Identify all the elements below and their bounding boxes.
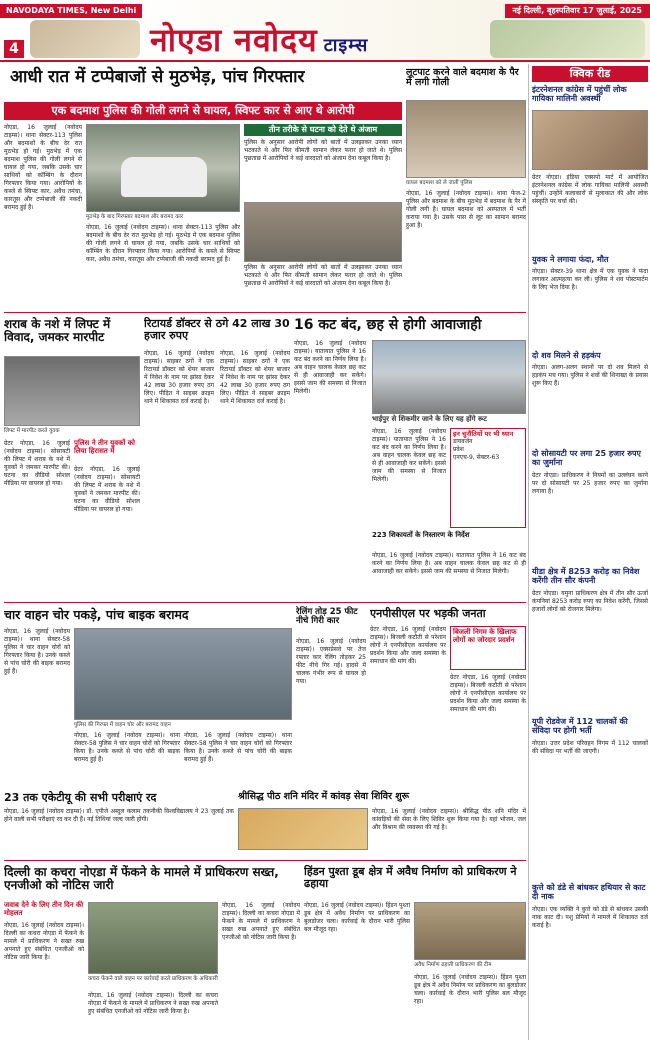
lift-headline: शराब के नशे में लिफ्ट में विवाद, जमकर मारपीट: [4, 317, 111, 345]
lift-caption: लिफ्ट में मारपीट करते युवक: [4, 428, 60, 434]
lead-headline: आधी रात में टप्पेबाजों से मुठभेड़, पांच गिरफ्तार: [10, 67, 305, 87]
lead-story: [4, 64, 402, 310]
quick-read-item7-headline: कुत्ते को डंडे से बांधकर हथियार से काट दी नाक: [532, 883, 646, 901]
cuts-footer: 223 शिकायतों के निस्तारण के निर्देश: [372, 531, 470, 539]
bikes-story: [4, 606, 292, 786]
quick-read-item2-headline: युवक ने लगाया फंदा, मौत: [532, 255, 609, 264]
masthead-title: [150, 18, 368, 61]
garbage-caption: कचरा फेंकने वाले वाहन पर कार्रवाई करते प्राधिकरण के अधिकारी: [88, 976, 218, 982]
cuts-body: नोएडा, 16 जुलाई (नवोदय टाइम्स)। यातायात पुलिस ने 16 कट बंद करने का निर्णय लिया है। अब वाहन चालक केवल छह कट से ही आवाजाही कर सकेंगे। इससे जाम की समस्या से निजात मिलेगी।: [294, 340, 366, 395]
cuts-caption: भाईपुर से शिकमीर जाने के लिए यह होंगे रूट: [372, 415, 487, 423]
lift-subhead: पुलिस ने तीन युवकों को लिया हिरासत में: [74, 439, 135, 455]
hindon-story: [304, 864, 526, 1040]
bikes-photo: [74, 628, 292, 720]
cuts-box-line3: एनएच-9, सेक्टर-63: [453, 454, 500, 462]
railing-headline: रेलिंग तोड़ 25 फीट नीचे गिरी कार: [296, 607, 358, 627]
divider-2: [4, 602, 526, 603]
npcl-body: ग्रेटर नोएडा, 16 जुलाई (नवोदय टाइम्स)। बिजली कटौती से परेशान लोगों ने एनपीसीएल कार्यालय पर प्रदर्शन किया और जल्द समस्या के समाधान की मांग की।: [370, 626, 446, 665]
doctor-story: [144, 316, 290, 600]
hindon-headline: हिंडन पुश्ता डूब क्षेत्र में अवैध निर्माण को प्राधिकरण ने ढहाया: [304, 865, 517, 891]
quick-read-item3-headline: दो शव मिलने से हड़कंप: [532, 351, 601, 360]
cuts-box-title: इन चुनौतियों पर भी ध्यान: [453, 430, 514, 438]
garbage-story: [4, 864, 300, 1040]
quick-read-title: क्विक रीड: [532, 66, 648, 82]
bikes-body-2: नोएडा, 16 जुलाई (नवोदय टाइम्स)। थाना सेक्टर-58 पुलिस ने चार वाहन चोरों को गिरफ्तार किया है। उनके कब्जे से पांच चोरी की बाइक बरामद हुई हैं।: [74, 732, 180, 763]
npcl-story: [370, 606, 526, 786]
aktu-body: नोएडा, 16 जुलाई (नवोदय टाइम्स)। डॉ. एपीजे अब्दुल कलाम तकनीकी विश्वविद्यालय ने 23 जुलाई तक होने वाली सभी परीक्षाएं रद कर दी हैं। नई तिथियां जल्द जारी होंगी।: [4, 808, 234, 823]
npcl-box-text: बिजली निगम के खिलाफ लोगों का जोरदार प्रदर्शन: [453, 628, 517, 644]
lead-body-col1: नोएडा, 16 जुलाई (नवोदय टाइम्स)। थाना सेक्टर-113 पुलिस और बदमाशों के बीच देर रात मुठभेड़ हो गई। मुठभेड़ में एक बदमाश पुलिस की गोली लगने से घायल हो गया, जबकि उसके चार साथियों को कॉम्बिंग के दौरान गिरफ्तार किया गया। आरोपियों के कब्जे से स्विफ्ट कार, अवैध तमंचा, कारतूस और टप्पेबाजी की नकदी बरामद हुई है।: [4, 124, 82, 211]
quick-read-item5-headline: यीडा क्षेत्र में 8253 करोड़ का निवेश करेंगी तीन सौर कंपनी: [532, 567, 640, 585]
cuts-body-3: नोएडा, 16 जुलाई (नवोदय टाइम्स)। यातायात पुलिस ने 16 कट बंद करने का निर्णय लिया है। अब वाहन चालक केवल छह कट से ही आवाजाही कर सकेंगे। इससे जाम की समस्या से निजात मिलेगी।: [372, 552, 526, 575]
hindon-body: नोएडा, 16 जुलाई (नवोदय टाइम्स)। हिंडन पुश्ता डूब क्षेत्र में अवैध निर्माण पर प्राधिकरण का बुलडोजर चला। कार्रवाई के दौरान भारी पुलिस बल मौजूद रहा।: [304, 902, 410, 933]
loot-story: [406, 64, 526, 310]
garbage-body-3: नोएडा, 16 जुलाई (नवोदय टाइम्स)। दिल्ली का कचरा नोएडा में फेंकने के मामले में प्राधिकरण ने सख्त रुख अपनाते हुए संबंधित एनजीओ को नोटिस जारी किया है।: [222, 902, 300, 941]
lead-body-col3: नोएडा, 16 जुलाई (नवोदय टाइम्स)। थाना सेक्टर-113 पुलिस और बदमाशों के बीच देर रात मुठभेड़ हो गई। मुठभेड़ में एक बदमाश पुलिस की गोली लगने से घायल हो गया, जबकि उसके चार साथियों को कॉम्बिंग के दौरान गिरफ्तार किया गया। आरोपियों के कब्जे से स्विफ्ट कार, अवैध तमंचा, कारतूस और टप्पेबाजी की नकदी बरामद हुई है।: [86, 224, 240, 263]
quick-read-item1-headline: इंटरनेशनल कांग्रेस में पहुंचीं लोक गायिका मालिनी अवस्थी: [532, 85, 627, 103]
bikes-body: नोएडा, 16 जुलाई (नवोदय टाइम्स)। थाना सेक्टर-58 पुलिस ने चार वाहन चोरों को गिरफ्तार किया है। उनके कब्जे से पांच चोरी की बाइक बरामद हुई हैं।: [4, 628, 70, 675]
quick-read-item1-body: ग्रेटर नोएडा। इंडिया एक्सपो मार्ट में आयोजित इंटरनेशनल कांग्रेस में लोक गायिका मालिनी अवस्थी पहुंचीं। उन्होंने कलाकारों से मुलाकात की और लोक संस्कृति पर चर्चा की।: [532, 174, 648, 205]
cuts-box-line1: डायवर्जन: [453, 438, 473, 446]
cuts-photo: [372, 340, 526, 414]
lead-strip: तीन तरीके से घटना को देते थे अंजाम: [244, 124, 402, 136]
quick-read-sidebar: [528, 64, 648, 1040]
cuts-story: [294, 316, 526, 600]
loot-caption: घायल बदमाश को ले जाती पुलिस: [406, 180, 473, 186]
loot-headline: लूटपाट करने वाले बदमाश के पैर में लगी गोली: [406, 67, 519, 89]
hindon-body-2: नोएडा, 16 जुलाई (नवोदय टाइम्स)। हिंडन पुश्ता डूब क्षेत्र में अवैध निर्माण पर प्राधिकरण का बुलडोजर चला। कार्रवाई के दौरान भारी पुलिस बल मौजूद रहा।: [414, 974, 526, 1005]
loot-photo: [406, 100, 526, 178]
garbage-headline: दिल्ली का कचरा नोएडा में फेंकने के मामले में प्राधिकरण सख्त, एनजीओ को नोटिस जारी: [4, 865, 279, 893]
page-number: 4: [4, 40, 24, 58]
kanwar-body: नोएडा, 16 जुलाई (नवोदय टाइम्स)। श्रीसिद्ध पीठ शनि मंदिर में कांवड़ियों की सेवा के लिए शिविर शुरू किया गया है। यहां भोजन, जल और विश्राम की व्यवस्था की गई है।: [372, 808, 526, 831]
quick-read-item4-headline: दो सोसायटी पर लगा 25 हजार रुपए का जुर्माना: [532, 449, 641, 467]
lead-subhead: एक बदमाश पुलिस की गोली लगने से घायल, स्विफ्ट कार से आए थे आरोपी: [4, 102, 402, 120]
divider-3: [4, 860, 526, 861]
quick-read-item3-body: नोएडा। अलग-अलग स्थानों पर दो शव मिलने से हड़कंप मच गया। पुलिस ने शवों की शिनाख्त के प्रयास शुरू किए हैं।: [532, 364, 648, 387]
garbage-sub: जवाब देने के लिए तीन दिन की मोहलत: [4, 901, 84, 917]
npcl-headline: एनपीसीएल पर भड़की जनता: [370, 607, 486, 620]
quick-read-item1-photo: [532, 110, 648, 170]
aktu-story: [4, 790, 234, 858]
npcl-box: [450, 626, 526, 670]
doctor-body-2: नोएडा, 16 जुलाई (नवोदय टाइम्स)। साइबर ठगों ने एक रिटायर्ड डॉक्टर को शेयर बाजार में निवेश के नाम पर झांसा देकर 42 लाख 30 हजार रुपए ठग लिए। पीड़ित ने साइबर क्राइम थाने में शिकायत दर्ज कराई है।: [220, 350, 290, 405]
cuts-headline: 16 कट बंद, छह से होगी आवाजाही: [294, 317, 482, 333]
lead-photo: [86, 124, 240, 212]
masthead-title-suffix: टाइम्स: [323, 35, 369, 56]
cuts-box-line2: प्रवेश: [453, 446, 464, 454]
quick-read-item5-body: ग्रेटर नोएडा। यमुना प्राधिकरण क्षेत्र में तीन सौर ऊर्जा कंपनियां 8253 करोड़ रुपए का निवेश करेंगी, जिससे हजारों लोगों को रोजगार मिलेगा।: [532, 590, 648, 613]
doctor-body: नोएडा, 16 जुलाई (नवोदय टाइम्स)। साइबर ठगों ने एक रिटायर्ड डॉक्टर को शेयर बाजार में निवेश के नाम पर झांसा देकर 42 लाख 30 हजार रुपए ठग लिए। पीड़ित ने साइबर क्राइम थाने में शिकायत दर्ज कराई है।: [144, 350, 214, 405]
bikes-caption: पुलिस की गिरफ्त में वाहन चोर और बरामद वाहन: [74, 722, 171, 728]
lead-body-col4: पुलिस के अनुसार आरोपी लोगों को बातों में उलझाकर उनका ध्यान भटकाते थे और फिर कीमती सामान लेकर फरार हो जाते थे। पुलिस पूछताछ में आरोपियों ने कई वारदातों को अंजाम देना कबूल किया है।: [244, 264, 402, 287]
lift-photo: [4, 356, 140, 426]
quick-read-item6-body: नोएडा। उत्तर प्रदेश परिवहन निगम में 112 चालकों की संविदा पर भर्ती की जाएगी।: [532, 740, 648, 755]
lift-body-2: ग्रेटर नोएडा, 16 जुलाई (नवोदय टाइम्स)। सोसायटी की लिफ्ट में शराब के नशे में युवकों ने जमकर मारपीट की। घटना का वीडियो सोशल मीडिया पर वायरल हो गया।: [74, 466, 140, 513]
masthead-title-main: नोएडा नवोदय: [150, 21, 318, 59]
cuts-box: [450, 428, 526, 528]
railing-body: नोएडा, 16 जुलाई (नवोदय टाइम्स)। एक्सप्रेसवे पर तेज रफ्तार कार रेलिंग तोड़कर 25 फीट नीचे गिर गई। हादसे में चालक गंभीर रूप से घायल हो गया।: [296, 638, 366, 685]
loot-body: नोएडा, 16 जुलाई (नवोदय टाइम्स)। थाना फेज-2 पुलिस और बदमाश के बीच मुठभेड़ में बदमाश के पैर में गोली लगी है। घायल बदमाश को अस्पताल में भर्ती कराया गया है। उसके पास से लूट का सामान बरामद हुआ है।: [406, 190, 526, 229]
hindon-caption: अवैध निर्माण ढहाती प्राधिकरण की टीम: [414, 962, 492, 968]
lift-body: ग्रेटर नोएडा, 16 जुलाई (नवोदय टाइम्स)। सोसायटी की लिफ्ट में शराब के नशे में युवकों ने जमकर मारपीट की। घटना का वीडियो सोशल मीडिया पर वायरल हो गया।: [4, 440, 70, 487]
garbage-body-2: नोएडा, 16 जुलाई (नवोदय टाइम्स)। दिल्ली का कचरा नोएडा में फेंकने के मामले में प्राधिकरण ने सख्त रुख अपनाते हुए संबंधित एनजीओ को नोटिस जारी किया है।: [88, 992, 218, 1015]
divider-1: [4, 312, 526, 313]
lead-photo-caption: मुठभेड़ के बाद गिरफ्तार बदमाश और बरामद कार: [86, 214, 184, 220]
hindon-photo: [414, 902, 526, 960]
kanwar-story: [238, 790, 526, 858]
lead-photo-2: [244, 202, 402, 262]
car-shape: [121, 157, 207, 197]
edition-label: NAVODAYA TIMES, New Delhi: [0, 4, 142, 18]
dateline: नई दिल्ली, बृहस्पतिवार 17 जुलाई, 2025: [505, 4, 650, 18]
quick-read-item6-headline: यूपी रोडवेज में 112 चालकों की संविदा पर होगी भर्ती: [532, 717, 628, 735]
railing-story: [296, 606, 366, 786]
quick-read-item4-body: ग्रेटर नोएडा। प्राधिकरण ने नियमों का उल्लंघन करने पर दो सोसायटी पर 25 हजार रुपए का जुर्माना लगाया है।: [532, 472, 648, 495]
masthead-right-graphic: [490, 20, 645, 58]
masthead: [0, 0, 650, 62]
quick-read-item7-body: नोएडा। एक व्यक्ति ने कुत्ते को डंडे से बांधकर उसकी नाक काट दी। पशु प्रेमियों ने मामले में शिकायत दर्ज कराई है।: [532, 906, 648, 929]
garbage-body: नोएडा, 16 जुलाई (नवोदय टाइम्स)। दिल्ली का कचरा नोएडा में फेंकने के मामले में प्राधिकरण ने सख्त रुख अपनाते हुए संबंधित एनजीओ को नोटिस जारी किया है।: [4, 922, 84, 961]
npcl-body-2: ग्रेटर नोएडा, 16 जुलाई (नवोदय टाइम्स)। बिजली कटौती से परेशान लोगों ने एनपीसीएल कार्यालय पर प्रदर्शन किया और जल्द समस्या के समाधान की मांग की।: [450, 674, 526, 713]
masthead-left-graphic: [30, 20, 140, 58]
lift-story: [4, 316, 140, 600]
kanwar-headline: श्रीसिद्ध पीठ शनि मंदिर में कांवड़ सेवा शिविर शुरू: [238, 791, 410, 802]
bikes-headline: चार वाहन चोर पकड़े, पांच बाइक बरामद: [4, 607, 189, 622]
doctor-headline: रिटायर्ड डॉक्टर से ठगे 42 लाख 30 हजार रुपए: [144, 317, 290, 343]
bikes-body-3: नोएडा, 16 जुलाई (नवोदय टाइम्स)। थाना सेक्टर-58 पुलिस ने चार वाहन चोरों को गिरफ्तार किया है। उनके कब्जे से पांच चोरी की बाइक बरामद हुई हैं।: [184, 732, 292, 763]
garbage-photo: [88, 902, 218, 974]
lead-body-col2: पुलिस के अनुसार आरोपी लोगों को बातों में उलझाकर उनका ध्यान भटकाते थे और फिर कीमती सामान लेकर फरार हो जाते थे। पुलिस पूछताछ में आरोपियों ने कई वारदातों को अंजाम देना कबूल किया है।: [244, 139, 402, 162]
quick-read-item2-body: नोएडा। सेक्टर-39 थाना क्षेत्र में एक युवक ने फंदा लगाकर आत्महत्या कर ली। पुलिस ने शव पोस्टमार्टम के लिए भेज दिया है।: [532, 268, 648, 291]
kanwar-photo: [238, 808, 368, 850]
aktu-headline: 23 तक एकेटीयू की सभी परीक्षाएं रद: [4, 791, 157, 804]
cuts-body-2: नोएडा, 16 जुलाई (नवोदय टाइम्स)। यातायात पुलिस ने 16 कट बंद करने का निर्णय लिया है। अब वाहन चालक केवल छह कट से ही आवाजाही कर सकेंगे। इससे जाम की समस्या से निजात मिलेगी।: [372, 428, 446, 483]
